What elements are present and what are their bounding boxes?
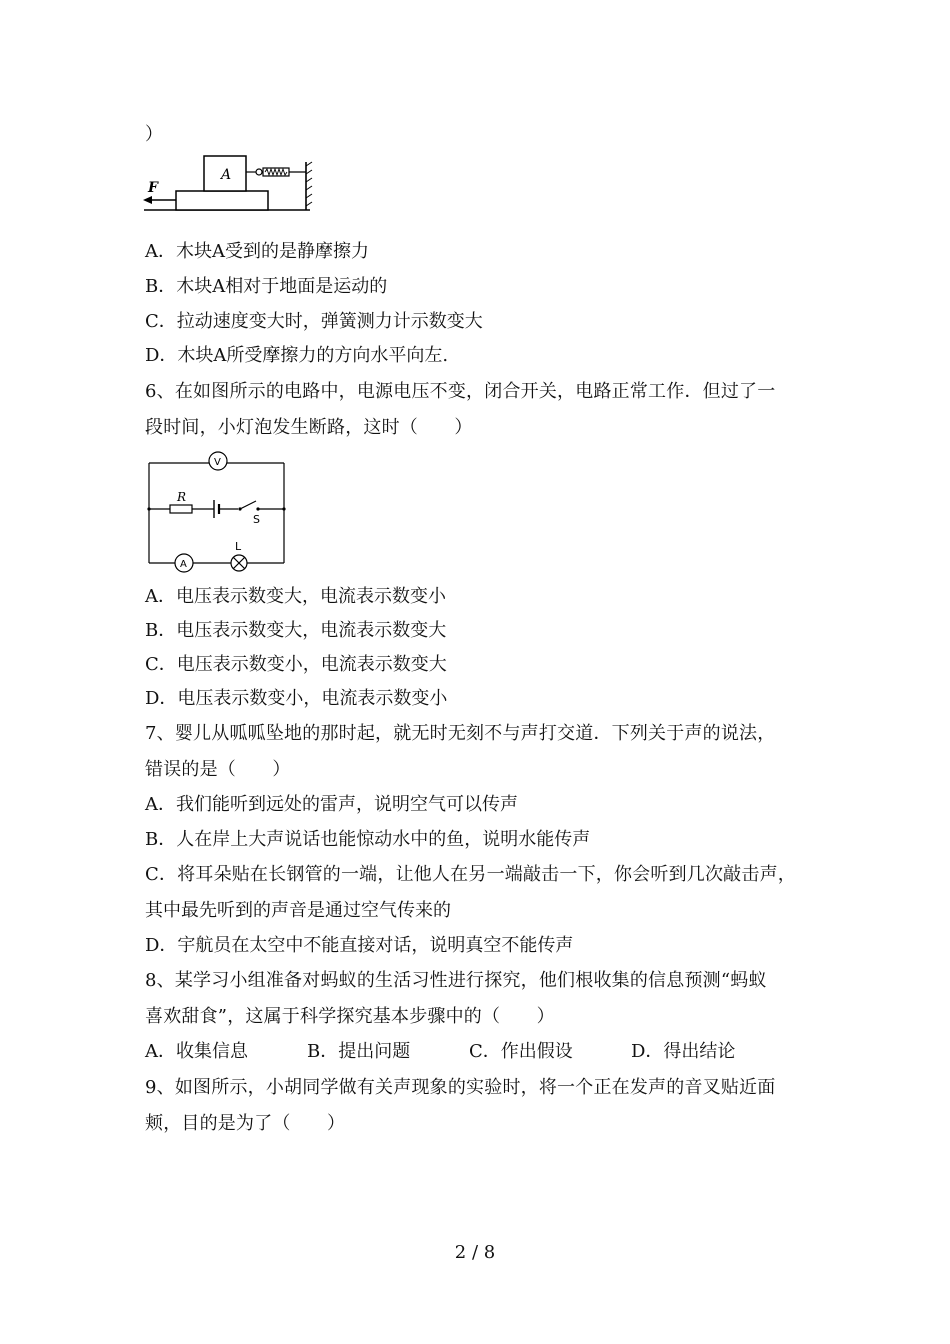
q8-option-d: D．得出结论 bbox=[631, 1041, 736, 1062]
resistor bbox=[170, 505, 192, 513]
q8-stem-line2: 喜欢甜食”，这属于科学探究基本步骤中的（ ） bbox=[145, 1006, 555, 1027]
q5-option-a: A．木块A受到的是静摩擦力 bbox=[145, 241, 369, 262]
q8-option-a: A．收集信息 bbox=[145, 1041, 248, 1062]
page-number: 2 / 8 bbox=[454, 1242, 496, 1263]
q7-option-a: A．我们能听到远处的雷声，说明空气可以传声 bbox=[145, 794, 518, 815]
q7-stem-line1: 7、婴儿从呱呱坠地的那时起，就无时无刻不与声打交道．下列关于声的说法， bbox=[145, 723, 776, 744]
q8-options-row bbox=[145, 1040, 735, 1064]
q7-option-b: B．人在岸上大声说话也能惊动水中的鱼，说明水能传声 bbox=[145, 829, 591, 850]
q5-option-d: D．木块A所受摩擦力的方向水平向左. bbox=[145, 345, 449, 366]
circuit-diagram-figure bbox=[140, 448, 295, 573]
q7-option-c: C．将耳朵贴在长钢管的一端，让他人在另一端敲击一下，你会听到几次敲击声， bbox=[145, 864, 796, 885]
q6-option-c: C．电压表示数变小，电流表示数变大 bbox=[145, 654, 447, 675]
q7-option-d: D．宇航员在太空中不能直接对话，说明真空不能传声 bbox=[145, 935, 574, 956]
wall-hatching bbox=[306, 162, 312, 206]
q8-option-c: C．作出假设 bbox=[469, 1041, 573, 1062]
force-label: F bbox=[148, 180, 158, 196]
friction-apparatus-figure bbox=[140, 152, 320, 214]
q6-option-b: B．电压表示数变大，电流表示数变大 bbox=[145, 620, 447, 641]
lamp-label: L bbox=[235, 540, 242, 553]
q6-stem-line2: 段时间，小灯泡发生断路，这时（ ） bbox=[145, 417, 473, 438]
q9-stem-line2: 颊，目的是为了（ ） bbox=[145, 1113, 346, 1134]
q5-option-b: B．木块A相对于地面是运动的 bbox=[145, 276, 388, 297]
hook-ring bbox=[256, 169, 262, 175]
switch bbox=[240, 501, 256, 509]
ammeter-label: A bbox=[180, 559, 187, 570]
q5-option-c: C．拉动速度变大时，弹簧测力计示数变大 bbox=[145, 311, 483, 332]
board bbox=[176, 191, 268, 210]
q7-stem-line2: 错误的是（ ） bbox=[145, 759, 291, 780]
q7-option-c-continued: 其中最先听到的声音是通过空气传来的 bbox=[145, 900, 451, 921]
voltmeter-label: V bbox=[214, 457, 221, 468]
q9-stem-line1: 9、如图所示，小胡同学做有关声现象的实验时，将一个正在发声的音叉贴近面 bbox=[145, 1077, 776, 1098]
block-a-label: A bbox=[221, 167, 232, 183]
resistor-label: R bbox=[177, 490, 187, 504]
prev-question-paren: ） bbox=[145, 124, 163, 145]
q8-stem-line1: 8、某学习小组准备对蚂蚁的生活习性进行探究，他们根收集的信息预测“蚂蚁 bbox=[145, 970, 767, 991]
switch-label: S bbox=[253, 513, 260, 526]
q6-stem-line1: 6、在如图所示的电路中，电源电压不变，闭合开关，电路正常工作．但过了一 bbox=[145, 381, 776, 402]
q6-option-d: D．电压表示数变小，电流表示数变小 bbox=[145, 688, 448, 709]
q6-option-a: A．电压表示数变大，电流表示数变小 bbox=[145, 586, 446, 607]
q8-option-b: B．提出问题 bbox=[307, 1041, 411, 1062]
force-arrow-head bbox=[143, 196, 152, 204]
